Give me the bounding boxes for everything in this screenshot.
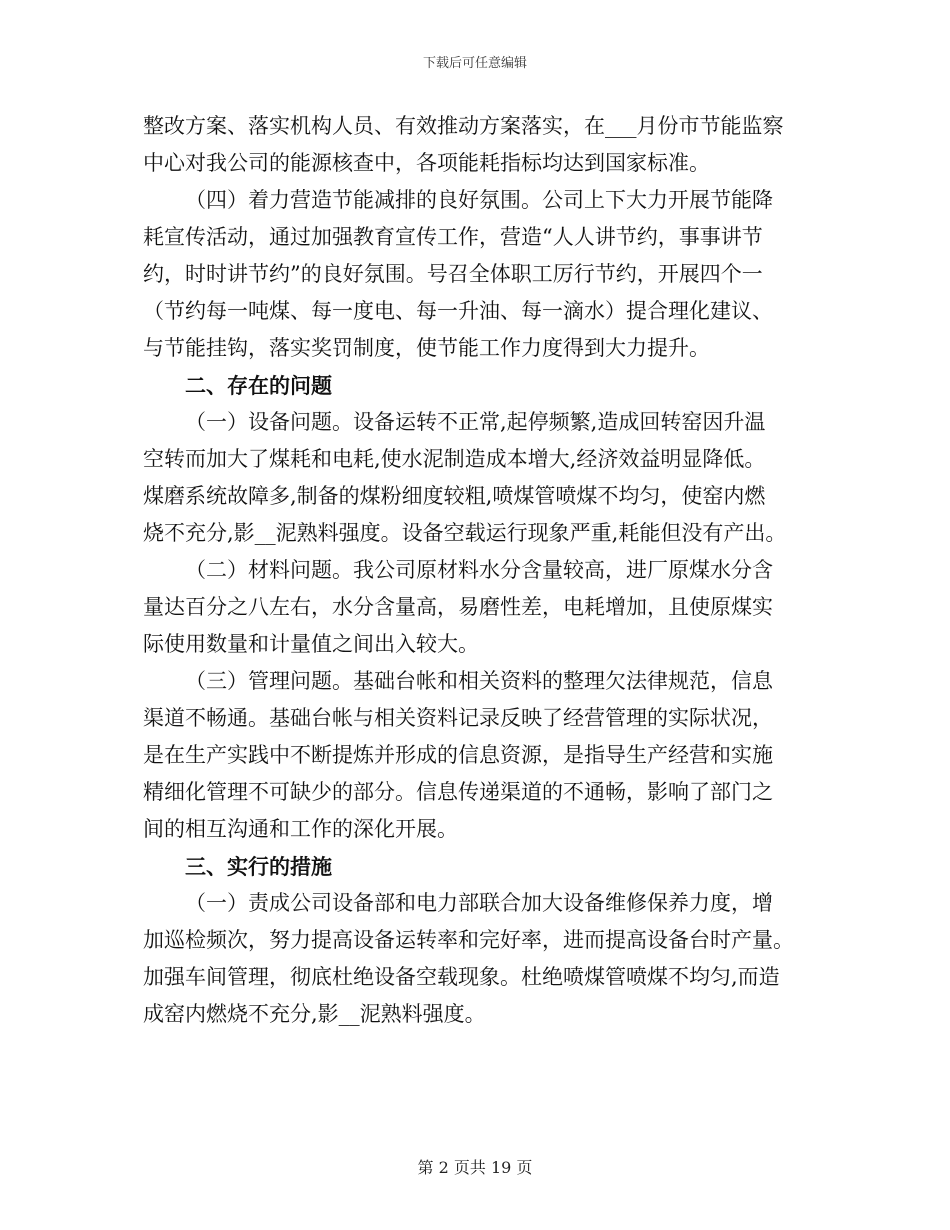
text-line: （节约每一吨煤、每一度电、每一升油、每一滴水）提合理化建议、 [143,299,773,323]
text-line: 渠道不畅通。基础台帐与相关资料记录反映了经营管理的实际状况， [143,706,773,730]
text-line: 加强车间管理，彻底杜绝设备空载现象。杜绝喷煤管喷煤不均匀,而造 [143,965,780,989]
text-line: （四）着力营造节能减排的良好氛围。公司上下大力开展节能降 [185,188,773,212]
text-line: 约，时时讲节约”的良好氛围。号召全体职工厉行节约，开展四个一 [143,262,763,286]
text-line: 成窑内燃烧不充分,影__泥熟料强度。 [143,1002,486,1026]
page-header: 下载后可任意编辑 [422,56,527,71]
document-body [143,108,811,1033]
text-line: （二）材料问题。我公司原材料水分含量较高，进厂原煤水分含 [185,558,773,582]
text-line: （一）责成公司设备部和电力部联合加大设备维修保养力度，增 [185,891,773,915]
text-line: 是在生产实践中不断提炼并形成的信息资源，是指导生产经营和实施 [143,743,773,767]
section-heading: 二、存在的问题 [185,373,332,398]
text-line: 精细化管理不可缺少的部分。信息传递渠道的不通畅，影响了部门之 [143,780,773,804]
text-line: 煤磨系统故障多,制备的煤粉细度较粗,喷煤管喷煤不均匀，使窑内燃 [143,484,766,508]
text-line: 与节能挂钩，落实奖罚制度，使节能工作力度得到大力提升。 [143,336,710,360]
text-line: 整改方案、落实机构人员、有效推动方案落实，在___月份市节能监察 [143,114,784,138]
text-line: 烧不充分,影__泥熟料强度。设备空载运行现象严重,耗能但没有产出。 [143,521,787,545]
page-footer: 第 2 页共 19 页 [417,1158,533,1177]
text-line: 加巡检频次，努力提高设备运转率和完好率，进而提高设备台时产量。 [143,928,794,952]
text-line: 耗宣传活动，通过加强教育宣传工作，营造“人人讲节约，事事讲节 [143,225,763,249]
text-line: 量达百分之八左右，水分含量高，易磨性差，电耗增加，且使原煤实 [143,595,773,619]
text-line: 间的相互沟通和工作的深化开展。 [143,817,458,841]
text-line: （一）设备问题。设备运转不正常,起停频繁,造成回转窑因升温 [185,410,766,434]
text-line: 空转而加大了煤耗和电耗,使水泥制造成本增大,经济效益明显降低。 [143,447,766,471]
text-line: 中心对我公司的能源核查中，各项能耗指标均达到国家标准。 [143,151,710,175]
section-heading: 三、实行的措施 [185,854,332,879]
text-line: 际使用数量和计量值之间出入较大。 [143,632,479,656]
text-line: （三）管理问题。基础台帐和相关资料的整理欠法律规范，信息 [185,669,773,693]
